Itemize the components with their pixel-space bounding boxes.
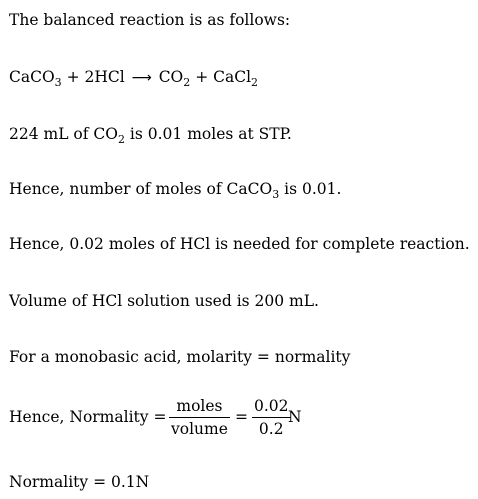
fraction-numerator: moles <box>176 397 223 415</box>
normality-label: Hence, Normality = <box>9 408 167 426</box>
reactant-caco3: CaCO$_3$ <box>9 68 62 89</box>
product-cacl2: + CaCl$_2$ <box>195 68 259 89</box>
intro-text: The balanced reaction is as follows: <box>9 11 291 29</box>
product-co2: $CO_2$ <box>158 68 191 89</box>
fraction-denominator: volume <box>171 420 228 438</box>
reaction-equation <box>9 67 258 88</box>
caco3-moles-line: Hence, number of moles of CaCO$_3$ is 0.01. <box>9 180 342 201</box>
fraction-bar <box>252 417 291 418</box>
unit-n: N <box>288 408 302 426</box>
hcl-moles-line: Hence, 0.02 moles of HCl is needed for complete reaction. <box>9 235 470 253</box>
co2-moles-line: 224 mL of $CO_2$ is 0.01 moles at STP. <box>9 125 292 146</box>
fraction-denominator: 0.2 <box>258 420 284 438</box>
reaction-arrow-icon: ⟶ <box>131 70 152 86</box>
reactant-hcl: + 2HCl <box>66 68 125 86</box>
hcl-volume-line: Volume of HCl solution used is 200 mL. <box>9 292 319 310</box>
equals-sign: = <box>235 408 248 426</box>
fraction-numerator: 0.02 <box>254 397 289 415</box>
fraction-values <box>252 396 291 439</box>
fraction-moles-volume <box>169 396 230 439</box>
normality-result: Normality = 0.1N <box>9 473 150 491</box>
fraction-bar <box>169 417 230 418</box>
monobasic-line: For a monobasic acid, molarity = normality <box>9 348 351 366</box>
